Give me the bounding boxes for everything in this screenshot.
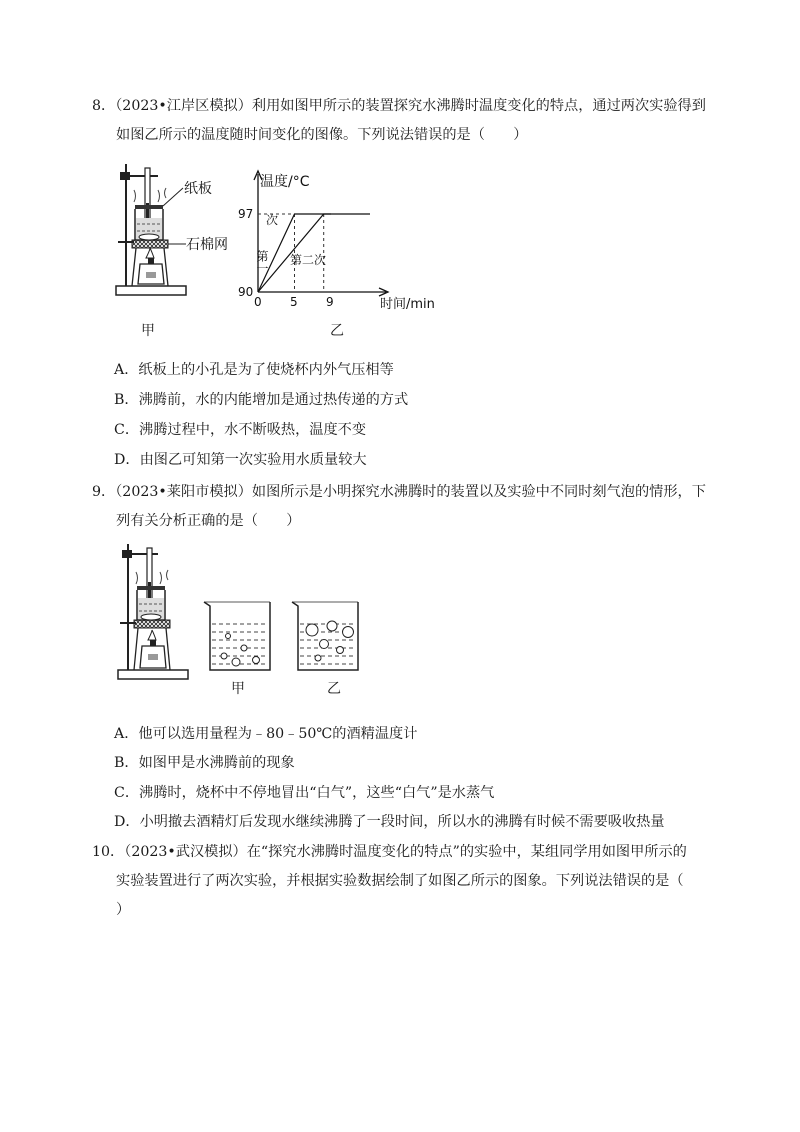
question-8-option-a[interactable]: A．纸板上的小孔是为了使烧杯内外气压相等 (114, 362, 394, 378)
series-label-second: 第二次 (290, 253, 327, 267)
question-8-option-c[interactable]: C．沸腾过程中，水不断吸热，温度不变 (114, 422, 367, 438)
question-10-line-2: 实验装置进行了两次实验，并根据实验数据绘制了如图乙所示的图象。下列说法错误的是（ (116, 873, 684, 889)
caption-yi-q9: 乙 (327, 681, 341, 697)
x-axis-label: 时间/min (380, 297, 435, 312)
question-9-line-1: 9．（2023•莱阳市模拟）如图所示是小明探究水沸腾时的装置以及实验中不同时刻气泡的情形，下 (92, 484, 706, 500)
question-9-option-b[interactable]: B．如图甲是水沸腾前的现象 (114, 755, 295, 771)
y-tick-90: 90 (238, 285, 254, 299)
apparatus-figure-jia (108, 158, 248, 308)
caption-jia-q8: 甲 (141, 323, 155, 339)
question-8-option-b[interactable]: B．沸腾前，水的内能增加是通过热传递的方式 (114, 392, 409, 408)
x-tick-5: 5 (290, 295, 298, 309)
temperature-time-chart (236, 166, 446, 316)
beaker-jia (204, 602, 270, 670)
question-8-line-1: 8．（2023•江岸区模拟）利用如图甲所示的装置探究水沸腾时温度变化的特点，通过两次实验得到 (92, 98, 706, 114)
x-tick-0: 0 (254, 295, 262, 309)
question-8-line-2: 如图乙所示的温度随时间变化的图像。下列说法错误的是（ ） (116, 127, 528, 143)
apparatus-figure-q9 (112, 540, 192, 690)
question-8-stem (92, 92, 708, 150)
question-9-stem (92, 478, 708, 536)
question-9-option-a[interactable]: A．他可以选用量程为﹣80﹣50℃的酒精温度计 (114, 726, 418, 742)
question-10-stem (92, 838, 708, 925)
x-tick-9: 9 (326, 295, 334, 309)
question-9-option-c[interactable]: C．沸腾时，烧杯中不停地冒出“白气”，这些“白气”是水蒸气 (114, 785, 495, 801)
question-9-option-d[interactable]: D．小明撤去酒精灯后发现水继续沸腾了一段时间，所以水的沸腾有时候不需要吸收热量 (114, 814, 665, 830)
caption-yi-q8: 乙 (330, 323, 344, 339)
question-10-line-3: ） (116, 902, 131, 918)
question-10-line-1: 10．（2023•武汉模拟）在“探究水沸腾时温度变化的特点”的实验中，某组同学用如图甲所示的 (92, 844, 687, 860)
series-label-first-b: 第一 (255, 250, 269, 274)
question-8-option-d[interactable]: D．由图乙可知第一次实验用水质量较大 (114, 452, 367, 468)
y-axis-label: 温度/°C (260, 174, 310, 190)
caption-jia-q9: 甲 (231, 681, 245, 697)
series-label-first-a: 次 (266, 213, 279, 227)
label-paper-board: 纸板 (184, 181, 212, 197)
question-9-line-2: 列有关分析正确的是（ ） (116, 513, 301, 529)
label-asbestos-mesh: 石棉网 (186, 237, 228, 253)
beaker-yi (292, 602, 358, 670)
beakers-figure-q9 (200, 596, 372, 676)
y-tick-97: 97 (238, 207, 254, 221)
